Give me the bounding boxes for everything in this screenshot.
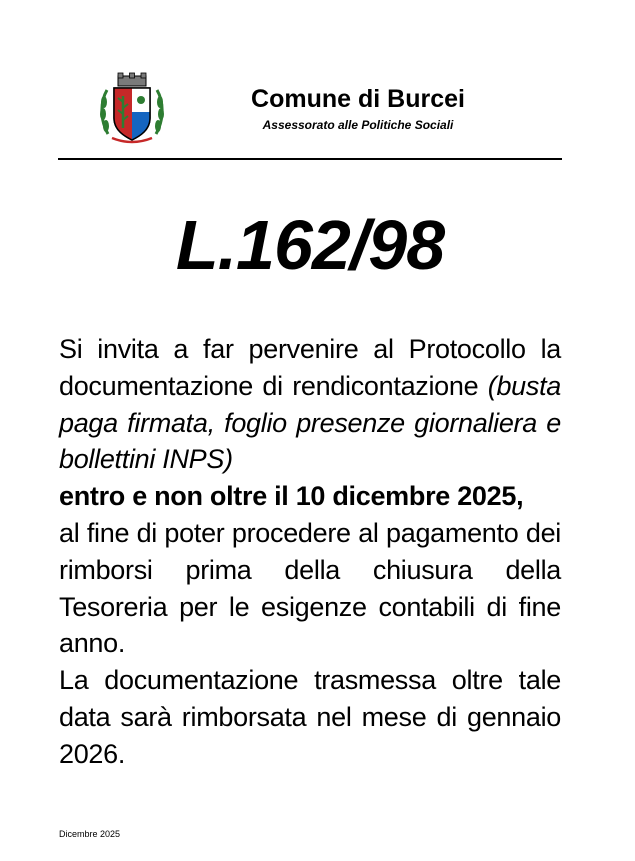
letterhead: [58, 68, 562, 160]
notice-intro: Si invita a far pervenire al Protocollo la documentazione di rendicontazione: [59, 334, 561, 401]
notice-late-note: La documentazione trasmessa oltre tale data sarà rimborsata nel mese di gennaio 2026.: [59, 665, 561, 769]
org-subtitle: Assessorato alle Politiche Sociali: [262, 118, 454, 132]
notice-purpose: al fine di poter procedere al pagamento dei rimborsi prima della chiusura della Tesoreria per le esigenze contabili di fine anno.: [59, 517, 561, 659]
org-name: Comune di Burcei: [251, 85, 465, 113]
notice-paragraph-main: [59, 331, 561, 478]
municipal-crest-icon: [98, 72, 166, 146]
notice-deadline: entro e non oltre il 10 dicembre 2025,: [59, 481, 524, 512]
footer-date: Dicembre 2025: [59, 829, 121, 839]
notice-documents-note: (busta paga firmata, foglio presenze giornaliera e bollettini INPS): [59, 370, 561, 475]
notice-title: L.162/98: [175, 206, 445, 284]
notice-body: [59, 331, 561, 773]
